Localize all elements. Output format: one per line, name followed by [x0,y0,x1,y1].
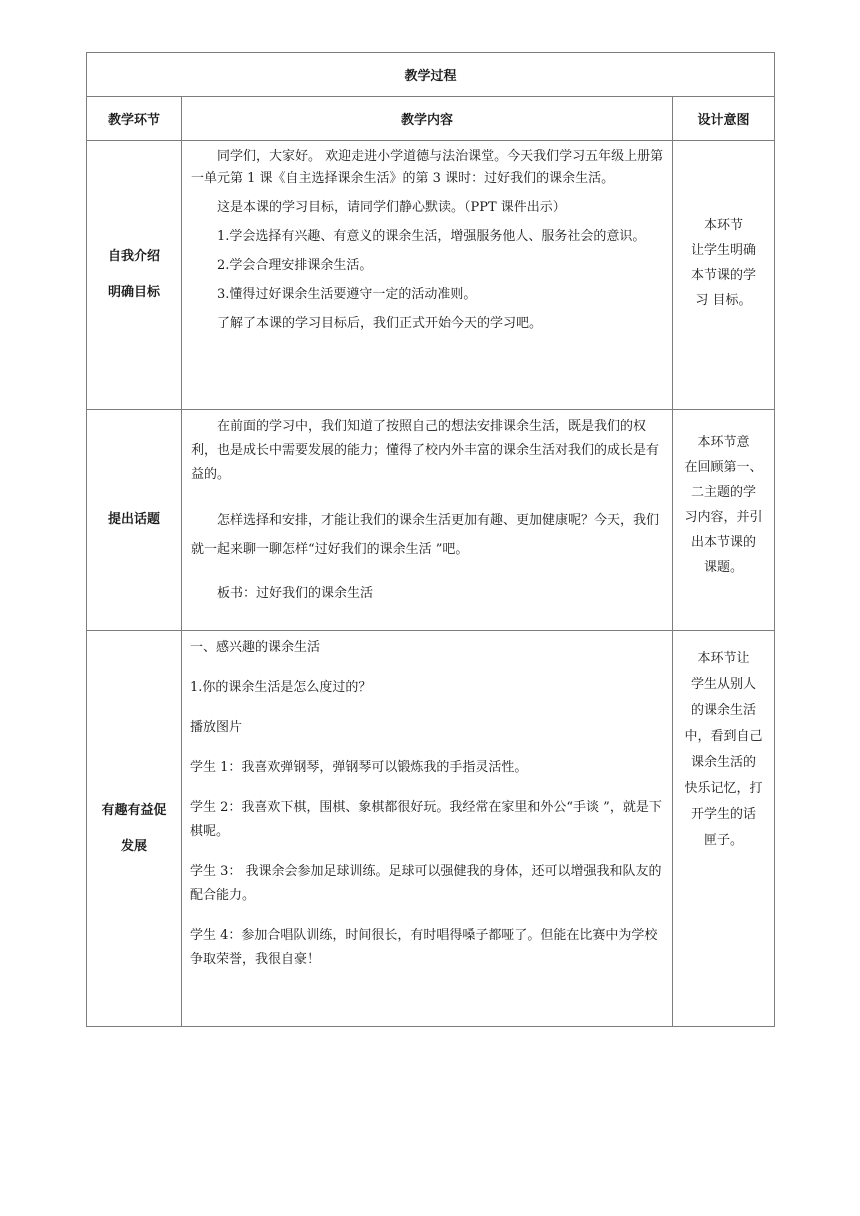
content-cell [182,631,673,1027]
intent-line: 中，看到自己 [684,729,763,744]
table-header-row [87,97,775,141]
intent-line: 本节课的学 [690,268,756,283]
intent-line: 习 目标。 [695,293,752,308]
table-title: 教学过程 [87,53,775,97]
intent-cell [673,410,775,631]
stage-label: 有趣有益促 [101,802,167,818]
intent-line: 习内容，并引 [684,510,763,525]
stage-label: 发展 [120,838,147,854]
content-paragraph: 学生 2：我喜欢下棋，围棋、象棋都很好玩。我经常在家里和外公“手谈 ”，就是下棋呢。 [190,800,662,839]
stage-cell [87,631,182,1027]
intent-cell [673,141,775,410]
table-row [87,410,775,631]
intent-cell [673,631,775,1027]
stage-label: 提出话题 [107,512,160,527]
content-paragraph: 1.学会选择有兴趣、有意义的课余生活，增强服务他人、服务社会的意识。 [217,229,646,244]
intent-line: 匣子。 [703,833,743,848]
intent-line: 本环节 [703,218,743,233]
intent-line: 本环节意 [697,435,750,450]
stage-cell [87,141,182,410]
content-paragraph: 怎样选择和安排，才能让我们的课余生活更加有趣、更加健康呢？今天，我们就一起来聊一聊怎样“过好我们的课余生活 ”吧。 [191,513,660,557]
content-cell [182,410,673,631]
stage-label: 自我介绍 [107,249,160,264]
intent-line: 让学生明确 [690,243,756,258]
content-paragraph: 同学们，大家好。 欢迎走进小学道德与法治课堂。今天我们学习五年级上册第一单元第 1 课《自主选择课余生活》的第 3 课时：过好我们的课余生活。 [191,149,664,186]
content-paragraph: 2.学会合理安排课余生活。 [217,258,373,273]
intent-line: 快乐记忆，打 [684,781,763,796]
content-paragraph: 在前面的学习中，我们知道了按照自己的想法安排课余生活，既是我们的权利，也是成长中需要发展的能力；懂得了校内外丰富的课余生活对我们的成长是有益的。 [191,419,660,482]
content-paragraph: 播放图片 [190,720,243,735]
header-intent: 设计意图 [673,97,775,141]
intent-line: 二主题的学 [690,485,756,500]
content-cell [182,141,673,410]
intent-line: 本环节让 [697,651,750,666]
header-stage: 教学环节 [87,97,182,141]
content-paragraph: 学生 3： 我课余会参加足球训练。足球可以强健我的身体，还可以增强我和队友的配合能力。 [190,864,662,903]
table-row [87,631,775,1027]
content-paragraph: 3.懂得过好课余生活要遵守一定的活动准则。 [217,287,477,302]
intent-line: 课题。 [703,560,743,575]
content-paragraph: 了解了本课的学习目标后，我们正式开始今天的学习吧。 [217,316,543,331]
table-title-row [87,53,775,97]
stage-label: 明确目标 [107,285,160,300]
teaching-process-table [86,52,775,1027]
content-paragraph: 学生 1：我喜欢弹钢琴，弹钢琴可以锻炼我的手指灵活性。 [190,760,528,775]
stage-cell [87,410,182,631]
intent-line: 学生从别人 [690,677,756,692]
intent-line: 在回顾第一、 [684,460,763,475]
content-paragraph: 学生 4：参加合唱队训练，时间很长，有时唱得嗓子都哑了。但能在比赛中为学校争取荣誉，我很自豪！ [190,928,658,967]
content-paragraph: 板书：过好我们的课余生活 [217,586,374,601]
content-paragraph: 一、感兴趣的课余生活 [190,640,321,655]
intent-line: 出本节课的 [690,535,756,550]
intent-line: 的课余生活 [690,703,756,718]
header-content: 教学内容 [182,97,673,141]
table-row [87,141,775,410]
intent-line: 课余生活的 [690,755,756,770]
content-paragraph: 1.你的课余生活是怎么度过的？ [190,680,372,695]
content-paragraph: 这是本课的学习目标，请同学们静心默读。（PPT 课件出示） [217,200,566,215]
intent-line: 开学生的话 [690,807,756,822]
